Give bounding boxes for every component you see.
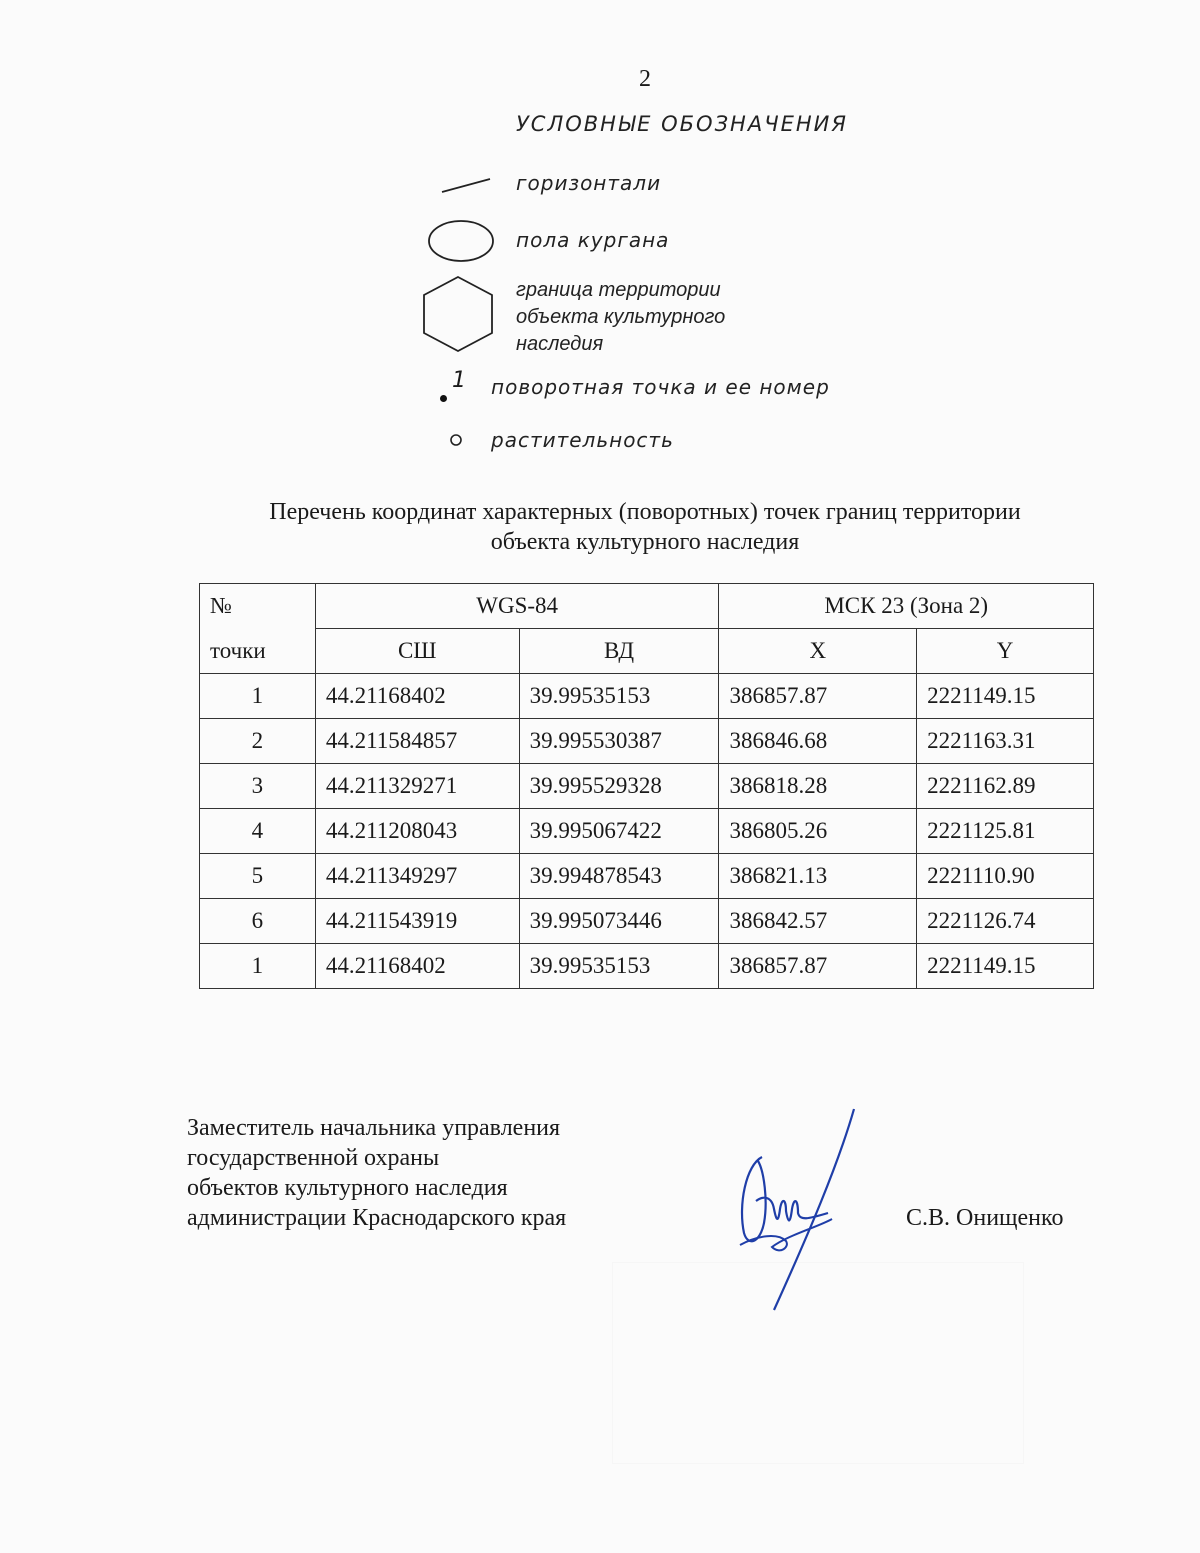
coordinates-table bbox=[199, 583, 1094, 989]
legend-label-mound: пола кургана bbox=[516, 228, 670, 252]
header-points: точки bbox=[200, 629, 316, 674]
header-no: № bbox=[200, 584, 316, 629]
point-number: 6 bbox=[200, 899, 316, 944]
x-cell: 386842.57 bbox=[719, 899, 917, 944]
header-lat: СШ bbox=[315, 629, 519, 674]
lon-cell: 39.995530387 bbox=[519, 719, 719, 764]
y-cell: 2221162.89 bbox=[917, 764, 1094, 809]
header-x: X bbox=[719, 629, 917, 674]
faded-stamp-area bbox=[612, 1262, 1024, 1464]
signer-name: С.В. Онищенко bbox=[906, 1205, 1064, 1231]
y-cell: 2221125.81 bbox=[917, 809, 1094, 854]
y-cell: 2221149.15 bbox=[917, 944, 1094, 989]
x-cell: 386818.28 bbox=[719, 764, 917, 809]
header-y: Y bbox=[917, 629, 1094, 674]
point-number: 1 bbox=[200, 944, 316, 989]
hexagon-icon bbox=[420, 274, 496, 354]
legend-label-boundary bbox=[516, 277, 725, 358]
table-row bbox=[200, 719, 1094, 764]
table-row bbox=[200, 899, 1094, 944]
y-cell: 2221149.15 bbox=[917, 674, 1094, 719]
legend-boundary-line-3: наследия bbox=[516, 333, 604, 355]
lat-cell: 44.211208043 bbox=[315, 809, 519, 854]
legend-label-turning-point: поворотная точка и ее номер bbox=[491, 375, 830, 399]
list-title-line-2: объекта культурного наследия bbox=[490, 529, 800, 555]
header-msk23: МСК 23 (Зона 2) bbox=[719, 584, 1094, 629]
x-cell: 386857.87 bbox=[719, 944, 917, 989]
x-cell: 386846.68 bbox=[719, 719, 917, 764]
table-header-row-1 bbox=[200, 584, 1094, 629]
lon-cell: 39.99535153 bbox=[519, 944, 719, 989]
header-lon: ВД bbox=[519, 629, 719, 674]
lon-cell: 39.995067422 bbox=[519, 809, 719, 854]
x-cell: 386821.13 bbox=[719, 854, 917, 899]
contour-line-icon bbox=[440, 176, 492, 194]
ellipse-icon bbox=[426, 218, 496, 264]
signer-line-4: администрации Краснодарского края bbox=[187, 1205, 567, 1231]
page-number: 2 bbox=[639, 66, 651, 92]
header-wgs84: WGS-84 bbox=[315, 584, 719, 629]
lat-cell: 44.211543919 bbox=[315, 899, 519, 944]
point-number: 5 bbox=[200, 854, 316, 899]
turning-point-number: 1 bbox=[452, 368, 466, 393]
point-number: 3 bbox=[200, 764, 316, 809]
lon-cell: 39.99535153 bbox=[519, 674, 719, 719]
legend-boundary-line-1: граница территории bbox=[516, 279, 721, 301]
lon-cell: 39.994878543 bbox=[519, 854, 719, 899]
lat-cell: 44.211584857 bbox=[315, 719, 519, 764]
turning-point-dot bbox=[440, 395, 447, 402]
point-number: 1 bbox=[200, 674, 316, 719]
lat-cell: 44.211349297 bbox=[315, 854, 519, 899]
list-title-line-1: Перечень координат характерных (поворотных) точек границ территории bbox=[269, 499, 1021, 525]
lat-cell: 44.211329271 bbox=[315, 764, 519, 809]
table-row bbox=[200, 674, 1094, 719]
lat-cell: 44.21168402 bbox=[315, 944, 519, 989]
legend-label-contours: горизонтали bbox=[516, 171, 662, 195]
point-number: 2 bbox=[200, 719, 316, 764]
legend-boundary-line-2: объекта культурного bbox=[516, 306, 726, 328]
y-cell: 2221163.31 bbox=[917, 719, 1094, 764]
coordinates-list-title bbox=[150, 497, 1140, 557]
x-cell: 386857.87 bbox=[719, 674, 917, 719]
legend-label-vegetation: растительность bbox=[491, 428, 674, 452]
point-number: 4 bbox=[200, 809, 316, 854]
lon-cell: 39.995073446 bbox=[519, 899, 719, 944]
signer-line-1: Заместитель начальника управления bbox=[187, 1115, 561, 1141]
signer-line-3: объектов культурного наследия bbox=[187, 1175, 508, 1201]
lon-cell: 39.995529328 bbox=[519, 764, 719, 809]
table-header-row-2 bbox=[200, 629, 1094, 674]
table-row bbox=[200, 944, 1094, 989]
y-cell: 2221110.90 bbox=[917, 854, 1094, 899]
x-cell: 386805.26 bbox=[719, 809, 917, 854]
legend-title: УСЛОВНЫЕ ОБОЗНАЧЕНИЯ bbox=[516, 112, 848, 136]
signer-line-2: государственной охраны bbox=[187, 1145, 440, 1171]
small-circle-icon bbox=[448, 432, 464, 448]
y-cell: 2221126.74 bbox=[917, 899, 1094, 944]
table-row bbox=[200, 854, 1094, 899]
table-row bbox=[200, 809, 1094, 854]
table-row bbox=[200, 764, 1094, 809]
turning-point-icon bbox=[438, 368, 478, 408]
signer-position bbox=[187, 1113, 566, 1233]
lat-cell: 44.21168402 bbox=[315, 674, 519, 719]
